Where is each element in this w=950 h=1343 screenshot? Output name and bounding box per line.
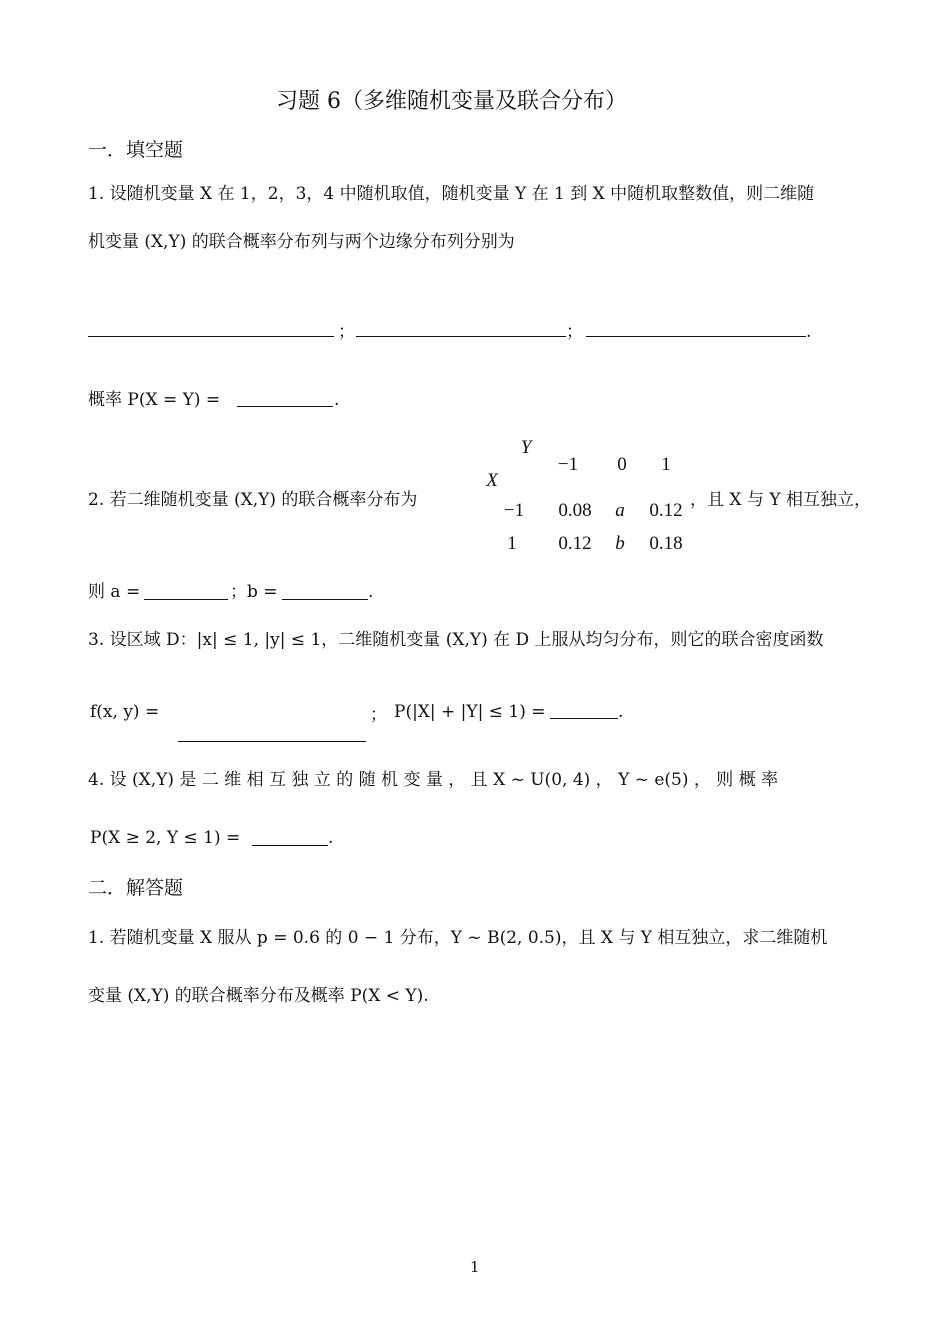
blank-separator: ； bbox=[566, 322, 583, 342]
table-row-variable: X bbox=[486, 470, 498, 491]
table-col-header: −1 bbox=[557, 454, 579, 475]
answer-blank-density[interactable] bbox=[178, 741, 366, 742]
table-cell: b bbox=[615, 533, 625, 554]
question-2-answer-a-label: 则 a = bbox=[88, 582, 141, 602]
answer-blank-probability[interactable] bbox=[237, 406, 333, 407]
table-cell: 0.08 bbox=[558, 500, 592, 521]
question-4-line-1: 4. 设 (X,Y) 是 二 维 相 互 独 立 的 随 机 变 量 ， 且 X ~ U(0, 4) ， Y ~ e(5) ， 则 概 率 bbox=[88, 770, 779, 790]
answer-question-1-line-1: 1. 若随机变量 X 服从 p = 0.6 的 0 − 1 分布，Y ~ B(2, 0.5)，且 X 与 Y 相互独立，求二维随机 bbox=[88, 928, 828, 948]
table-cell: 0.12 bbox=[558, 533, 592, 554]
answer-blank-joint-distribution[interactable] bbox=[88, 336, 334, 337]
question-1-probability-label: 概率 P(X = Y) = bbox=[88, 390, 221, 410]
blank-separator: ； bbox=[370, 705, 387, 725]
question-1-line-2: 机变量 (X,Y) 的联合概率分布列与两个边缘分布列分别为 bbox=[88, 232, 515, 252]
answer-blank-marginal-y[interactable] bbox=[586, 336, 806, 337]
question-2-answer-b-label: ；b = bbox=[230, 582, 278, 602]
blank-end-period: . bbox=[806, 322, 812, 342]
blank-end-period: . bbox=[334, 390, 340, 410]
answer-blank-a[interactable] bbox=[144, 599, 228, 600]
blank-end-period: . bbox=[328, 828, 334, 848]
question-1-line-1: 1. 设随机变量 X 在 1，2，3，4 中随机取值，随机变量 Y 在 1 到 X 中随机取整数值，则二维随 bbox=[88, 184, 815, 204]
table-cell: 0.12 bbox=[649, 500, 683, 521]
section-heading-answer: 二．解答题 bbox=[88, 877, 184, 899]
table-col-header: 1 bbox=[661, 454, 671, 475]
answer-blank-q3-probability[interactable] bbox=[550, 718, 618, 719]
table-col-header: 0 bbox=[617, 454, 627, 475]
table-cell: a bbox=[615, 500, 625, 521]
page-number: 1 bbox=[470, 1258, 480, 1276]
section-heading-fill-in: 一．填空题 bbox=[88, 139, 184, 161]
question-4-probability-label: P(X ≥ 2, Y ≤ 1) = bbox=[90, 828, 241, 848]
answer-blank-q4-probability[interactable] bbox=[252, 845, 328, 846]
question-3-probability-label: P(|X| + |Y| ≤ 1) = bbox=[394, 702, 546, 722]
question-3-line-1: 3. 设区域 D：|x| ≤ 1, |y| ≤ 1，二维随机变量 (X,Y) 在 D 上服从均匀分布，则它的联合密度函数 bbox=[88, 630, 824, 650]
answer-question-1-line-2: 变量 (X,Y) 的联合概率分布及概率 P(X < Y). bbox=[88, 986, 429, 1006]
table-row-label: −1 bbox=[503, 500, 525, 521]
question-2-prefix: 2. 若二维随机变量 (X,Y) 的联合概率分布为 bbox=[88, 490, 418, 510]
answer-blank-b[interactable] bbox=[282, 599, 368, 600]
table-row-label: 1 bbox=[507, 533, 517, 554]
table-cell: 0.18 bbox=[649, 533, 683, 554]
blank-separator: ； bbox=[338, 322, 355, 342]
question-2-suffix: ，且 X 与 Y 相互独立， bbox=[690, 490, 871, 510]
page-title: 习题 6（多维随机变量及联合分布） bbox=[276, 89, 627, 114]
answer-blank-marginal-x[interactable] bbox=[356, 336, 566, 337]
blank-end-period: . bbox=[368, 582, 374, 602]
blank-end-period: . bbox=[618, 702, 624, 722]
table-col-variable: Y bbox=[520, 437, 532, 458]
question-3-density-label: f(x, y) = bbox=[90, 702, 160, 722]
